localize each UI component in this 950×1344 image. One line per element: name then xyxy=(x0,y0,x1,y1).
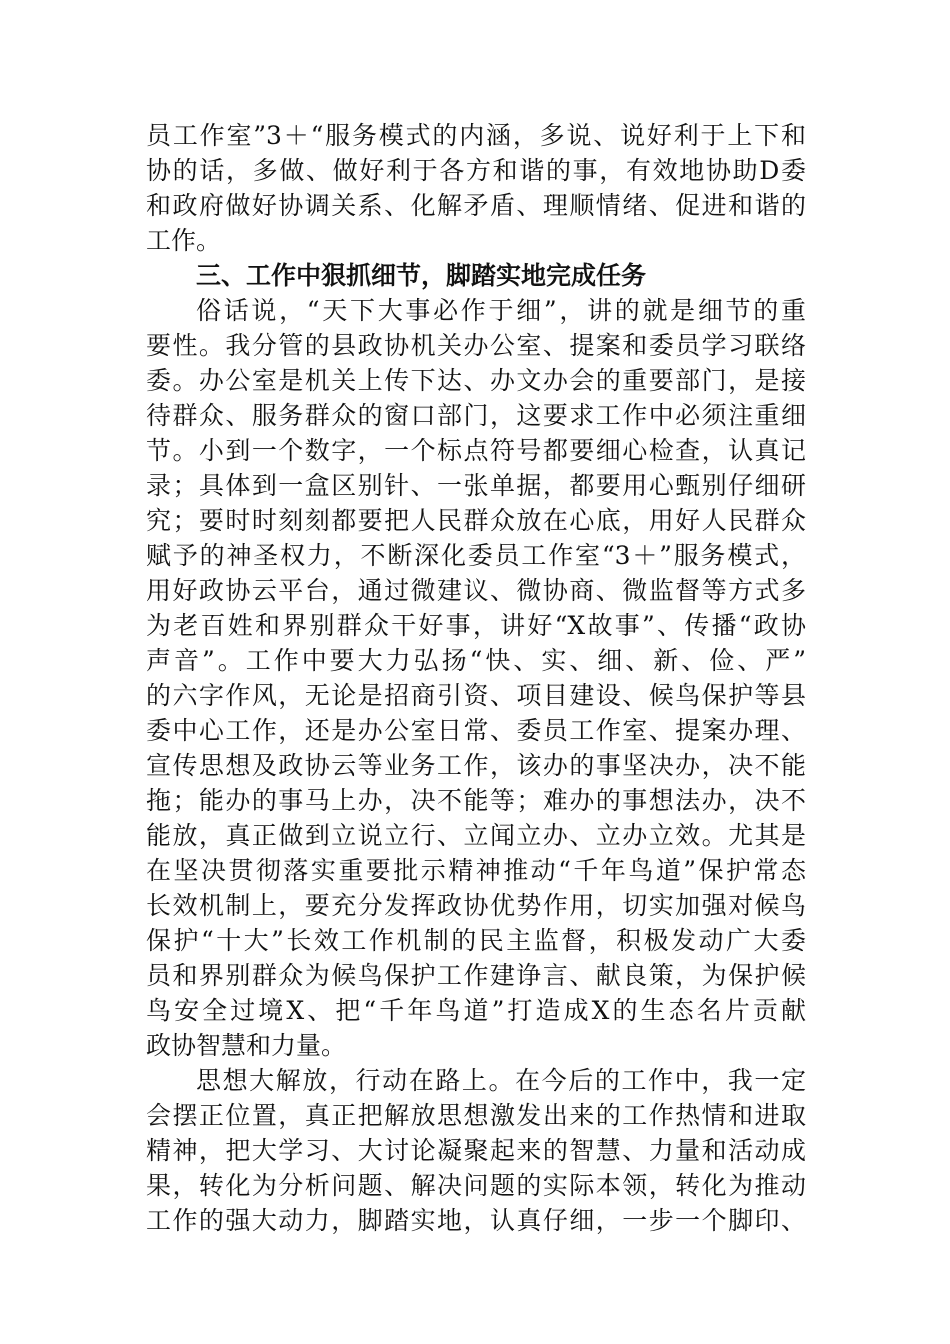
text-line: 思想大解放，行动在路上。在今后的工作中，我一定 xyxy=(196,1066,806,1095)
text-line: 果，转化为分析问题、解决问题的实际本领，转化为推动 xyxy=(146,1171,806,1200)
text-line: 工作。 xyxy=(146,226,222,255)
text-line: 待群众、服务群众的窗口部门，这要求工作中必须注重细 xyxy=(146,401,806,430)
text-line: 工作的强大动力，脚踏实地，认真仔细，一步一个脚印、 xyxy=(146,1206,806,1235)
text-line: 鸟安全过境X、把“千年鸟道”打造成X的生态名片贡献 xyxy=(146,996,806,1025)
text-line: 和政府做好协调关系、化解矛盾、理顺情绪、促进和谐的 xyxy=(146,191,806,220)
text-line: 保护“十大”长效工作机制的民主监督，积极发动广大委 xyxy=(146,926,806,955)
text-line: 协的话，多做、做好利于各方和谐的事，有效地协助D委 xyxy=(146,156,806,185)
text-line: 委中心工作，还是办公室日常、委员工作室、提案办理、 xyxy=(146,716,806,745)
text-line: 委。办公室是机关上传下达、办文办会的重要部门，是接 xyxy=(146,366,806,395)
text-line: 员工作室”3＋“服务模式的内涵，多说、说好利于上下和 xyxy=(146,121,806,150)
text-line: 声音”。工作中要大力弘扬“快、实、细、新、俭、严” xyxy=(146,646,806,675)
text-line: 为老百姓和界别群众干好事，讲好“X故事”、传播“政协 xyxy=(146,611,806,640)
text-line: 录；具体到一盒区别针、一张单据，都要用心甄别仔细研 xyxy=(146,471,806,500)
text-line: 究；要时时刻刻都要把人民群众放在心底，用好人民群众 xyxy=(146,506,806,535)
text-line: 宣传思想及政协云等业务工作，该办的事坚决办，决不能 xyxy=(146,751,806,780)
text-line: 会摆正位置，真正把解放思想激发出来的工作热情和进取 xyxy=(146,1101,806,1130)
text-line: 在坚决贯彻落实重要批示精神推动“千年鸟道”保护常态 xyxy=(146,856,806,885)
text-line: 要性。我分管的县政协机关办公室、提案和委员学习联络 xyxy=(146,331,806,360)
text-line: 用好政协云平台，通过微建议、微协商、微监督等方式多 xyxy=(146,576,806,605)
text-line: 员和界别群众为候鸟保护工作建诤言、献良策，为保护候 xyxy=(146,961,806,990)
text-line: 的六字作风，无论是招商引资、项目建设、候鸟保护等县 xyxy=(146,681,806,710)
text-line: 政协智慧和力量。 xyxy=(146,1031,347,1060)
text-line: 俗话说，“天下大事必作于细”，讲的就是细节的重 xyxy=(196,296,806,325)
text-line: 赋予的神圣权力，不断深化委员工作室“3＋”服务模式， xyxy=(146,541,806,570)
text-line: 精神，把大学习、大讨论凝聚起来的智慧、力量和活动成 xyxy=(146,1136,806,1165)
text-line: 节。小到一个数字，一个标点符号都要细心检查，认真记 xyxy=(146,436,806,465)
text-line: 长效机制上，要充分发挥政协优势作用，切实加强对候鸟 xyxy=(146,891,806,920)
text-line: 能放，真正做到立说立行、立闻立办、立办立效。尤其是 xyxy=(146,821,806,850)
section-heading: 三、工作中狠抓细节，脚踏实地完成任务 xyxy=(196,261,647,290)
text-line: 拖；能办的事马上办，决不能等；难办的事想法办，决不 xyxy=(146,786,806,815)
